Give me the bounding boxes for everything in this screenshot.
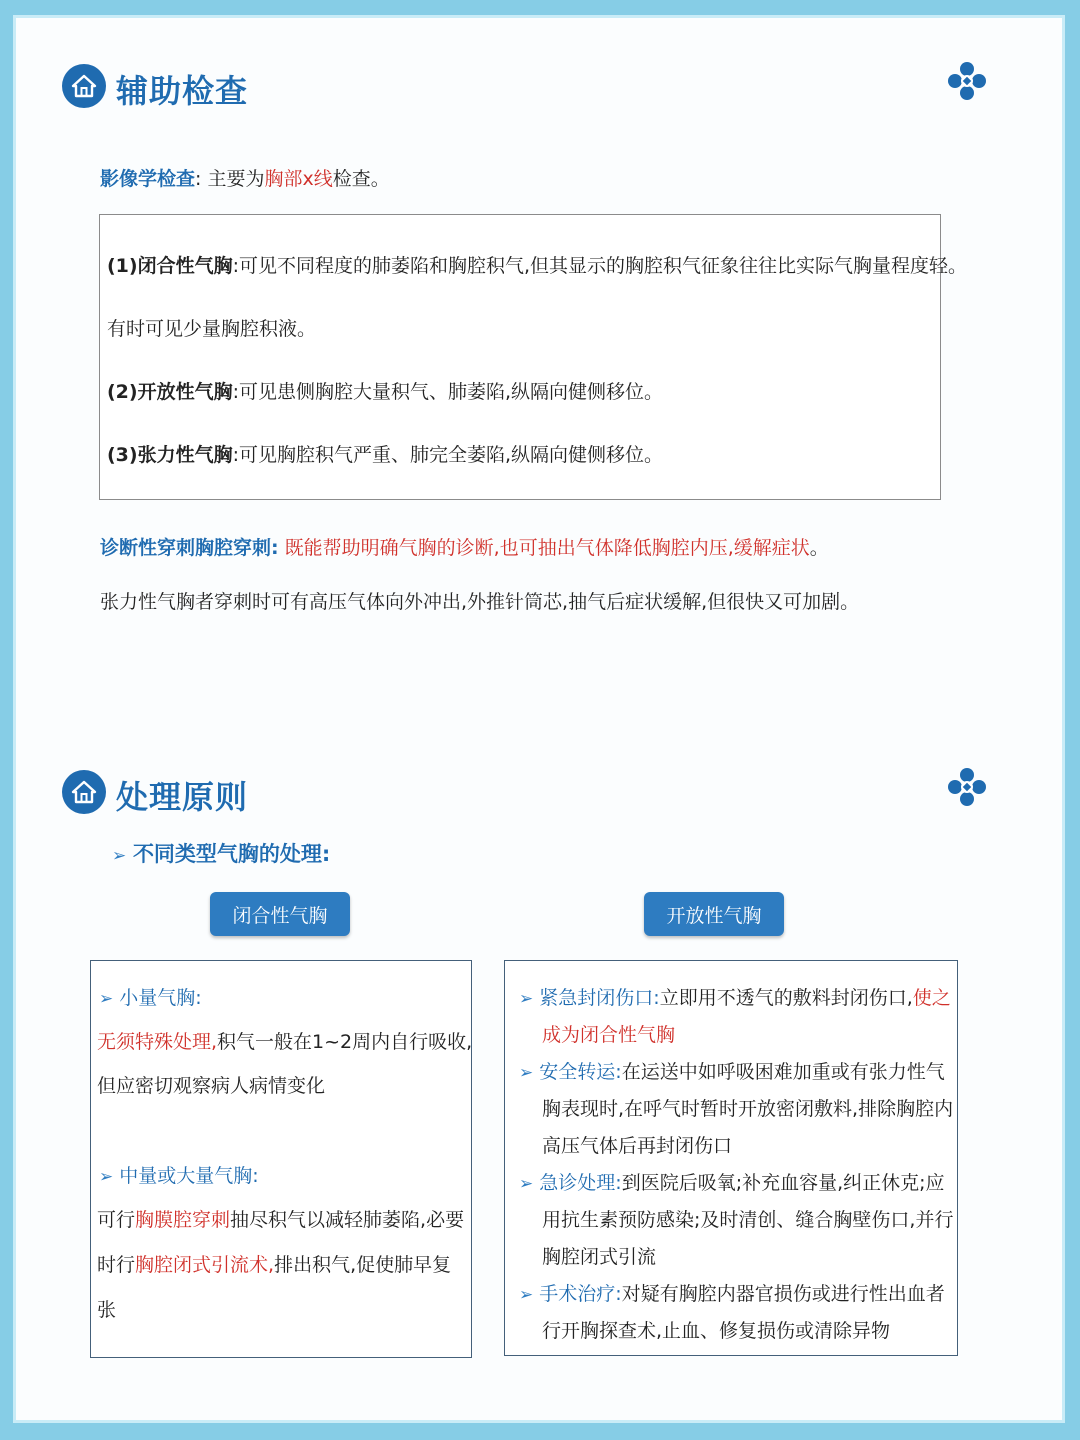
item-emergency-text: 到医院后吸氧;补充血容量,纠正休克;应 bbox=[621, 1172, 945, 1194]
item-seal-row bbox=[519, 983, 951, 1010]
item-surgery-text: 对疑有胸腔内器官损伤或进行性出血者 bbox=[621, 1283, 945, 1305]
finding-closed-cont: 有时可见少量胸腔积液。 bbox=[107, 318, 317, 340]
chevron-right-icon: ➢ bbox=[519, 1174, 534, 1194]
small-red: 无须特殊处理, bbox=[97, 1031, 218, 1053]
chevron-right-icon: ➢ bbox=[99, 989, 114, 1009]
item-seal-red2: 成为闭合性气胸 bbox=[542, 1024, 676, 1046]
large-row2 bbox=[97, 1250, 451, 1277]
chevron-right-icon: ➢ bbox=[519, 1285, 534, 1305]
large-red1: 胸膜腔穿刺 bbox=[135, 1209, 231, 1231]
small-text2: 但应密切观察病人病情变化 bbox=[97, 1075, 326, 1097]
large-a: 可行 bbox=[97, 1209, 136, 1231]
item-seal-label: 紧急封闭伤口: bbox=[539, 987, 660, 1009]
section-title-exam: 辅助检查 bbox=[116, 72, 249, 110]
chevron-right-icon: ➢ bbox=[99, 1167, 114, 1187]
chevron-right-icon: ➢ bbox=[519, 1063, 534, 1083]
item-seal-text: 立即用不透气的敷料封闭伤口, bbox=[659, 987, 913, 1009]
item-transport-row bbox=[519, 1057, 945, 1084]
imaging-sep: : bbox=[195, 168, 202, 190]
imaging-label: 影像学检查 bbox=[100, 168, 196, 190]
item-surgery-text2: 行开胸探查术,止血、修复损伤或清除异物 bbox=[542, 1320, 891, 1342]
item-emergency-text3: 胸腔闭式引流 bbox=[542, 1246, 657, 1268]
home-icon bbox=[62, 770, 106, 814]
imaging-text-b: 检查。 bbox=[332, 168, 390, 190]
small-title-row bbox=[99, 983, 202, 1010]
closed-pneumothorax-card bbox=[90, 960, 472, 1358]
finding-closed-text: :可见不同程度的肺萎陷和胸腔积气,但其显示的胸腔积气征象往往比实际气胸量程度轻。 bbox=[232, 255, 968, 277]
large-title: 中量或大量气胸: bbox=[119, 1165, 259, 1187]
section-title-treatment: 处理原则 bbox=[116, 778, 249, 816]
flower-ornament-icon bbox=[946, 60, 988, 102]
puncture-end: 。 bbox=[809, 537, 829, 559]
item-transport-text3: 高压气体后再封闭伤口 bbox=[542, 1135, 733, 1157]
subtitle: 不同类型气胸的处理: bbox=[132, 842, 331, 866]
small-text: 积气一般在1~2周内自行吸收, bbox=[217, 1031, 473, 1053]
home-icon bbox=[62, 64, 106, 108]
small-title: 小量气胸: bbox=[119, 987, 202, 1009]
item-transport-label: 安全转运: bbox=[539, 1061, 622, 1083]
finding-tension bbox=[107, 440, 663, 467]
open-pneumothorax-card bbox=[504, 960, 958, 1356]
finding-closed-label: (1)闭合性气胸 bbox=[107, 255, 233, 277]
puncture-red: 既能帮助明确气胸的诊断,也可抽出气体降低胸腔内压,缓解症状 bbox=[284, 537, 810, 559]
finding-open-text: :可见患侧胸腔大量积气、肺萎陷,纵隔向健侧移位。 bbox=[232, 381, 664, 403]
small-text-row bbox=[97, 1027, 472, 1054]
chevron-right-icon: ➢ bbox=[112, 846, 127, 866]
item-emergency-row bbox=[519, 1168, 945, 1195]
tab-open-pneumothorax[interactable]: 开放性气胸 bbox=[644, 892, 784, 936]
puncture-line bbox=[100, 533, 829, 560]
page bbox=[16, 18, 1062, 1420]
puncture-label: 诊断性穿刺胸腔穿刺: bbox=[100, 537, 279, 559]
large-d: 排出积气,促使肺早复 bbox=[274, 1254, 452, 1276]
item-emergency-text2: 用抗生素预防感染;及时清创、缝合胸壁伤口,并行 bbox=[542, 1209, 954, 1231]
imaging-line bbox=[100, 164, 390, 191]
xray-findings-box bbox=[99, 214, 968, 500]
large-title-row bbox=[99, 1161, 259, 1188]
puncture-note: 张力性气胸者穿刺时可有高压气体向外冲出,外推针筒芯,抽气后症状缓解,但很快又可加剧。 bbox=[100, 591, 860, 613]
item-emergency-label: 急诊处理: bbox=[539, 1172, 622, 1194]
item-transport-text: 在运送中如呼吸困难加重或有张力性气 bbox=[621, 1061, 945, 1083]
finding-open-label: (2)开放性气胸 bbox=[107, 381, 233, 403]
finding-open bbox=[107, 377, 663, 404]
finding-tension-label: (3)张力性气胸 bbox=[107, 444, 233, 466]
imaging-text-red: 胸部x线 bbox=[264, 168, 333, 190]
imaging-text-a: 主要为 bbox=[207, 168, 265, 190]
chevron-right-icon: ➢ bbox=[519, 989, 534, 1009]
large-row1 bbox=[97, 1205, 464, 1232]
large-e: 张 bbox=[97, 1299, 117, 1321]
item-surgery-row bbox=[519, 1279, 945, 1306]
tab-closed-pneumothorax[interactable]: 闭合性气胸 bbox=[210, 892, 350, 936]
flower-ornament-icon bbox=[946, 766, 988, 808]
item-seal-red: 使之 bbox=[912, 987, 951, 1009]
large-red2: 胸腔闭式引流术, bbox=[135, 1254, 275, 1276]
item-surgery-label: 手术治疗: bbox=[539, 1283, 622, 1305]
large-c: 时行 bbox=[97, 1254, 136, 1276]
large-b: 抽尽积气以减轻肺萎陷,必要 bbox=[230, 1209, 465, 1231]
finding-closed bbox=[107, 251, 967, 278]
subtitle-line bbox=[112, 838, 330, 868]
finding-tension-text: :可见胸腔积气严重、肺完全萎陷,纵隔向健侧移位。 bbox=[232, 444, 664, 466]
item-transport-text2: 胸表现时,在呼气时暂时开放密闭敷料,排除胸腔内 bbox=[542, 1098, 954, 1120]
